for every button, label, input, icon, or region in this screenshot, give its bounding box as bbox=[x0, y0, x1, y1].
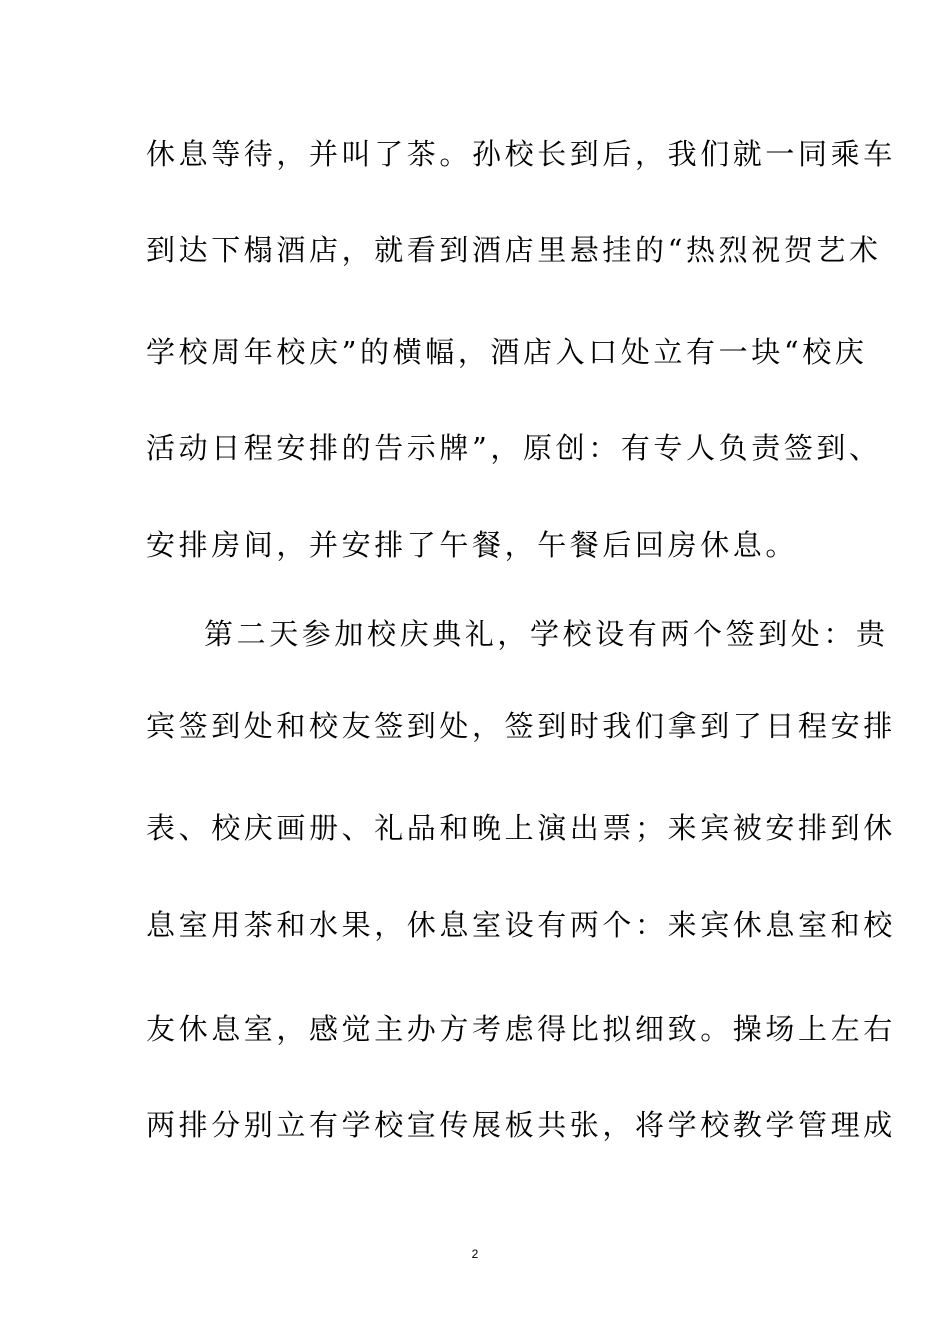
text-line: 到达下榻酒店，就看到酒店里悬挂的“热烈祝贺艺术 bbox=[146, 233, 882, 267]
text-line: 宾签到处和校友签到处，签到时我们拿到了日程安排 bbox=[146, 709, 896, 743]
text-line: 表、校庆画册、礼品和晚上演出票；来宾被安排到休 bbox=[146, 811, 896, 845]
text-line: 活动日程安排的告示牌”，原创：有专人负责签到、 bbox=[146, 431, 882, 465]
text-line: 学校周年校庆”的横幅，酒店入口处立有一块“校庆 bbox=[146, 335, 868, 369]
paragraph-first-line: 第二天参加校庆典礼，学校设有两个签到处：贵 bbox=[204, 617, 889, 651]
text-line: 安排房间，并安排了午餐，午餐后回房休息。 bbox=[146, 528, 799, 562]
text-line: 息室用茶和水果，休息室设有两个：来宾休息室和校 bbox=[146, 908, 896, 942]
text-line: 休息等待，并叫了茶。孙校长到后，我们就一同乘车 bbox=[146, 137, 896, 171]
text-line: 友休息室，感觉主办方考虑得比拟细致。操场上左右 bbox=[146, 1012, 896, 1046]
page-number: 2 bbox=[471, 1247, 479, 1261]
text-line: 两排分别立有学校宣传展板共张，将学校教学管理成 bbox=[146, 1108, 896, 1142]
